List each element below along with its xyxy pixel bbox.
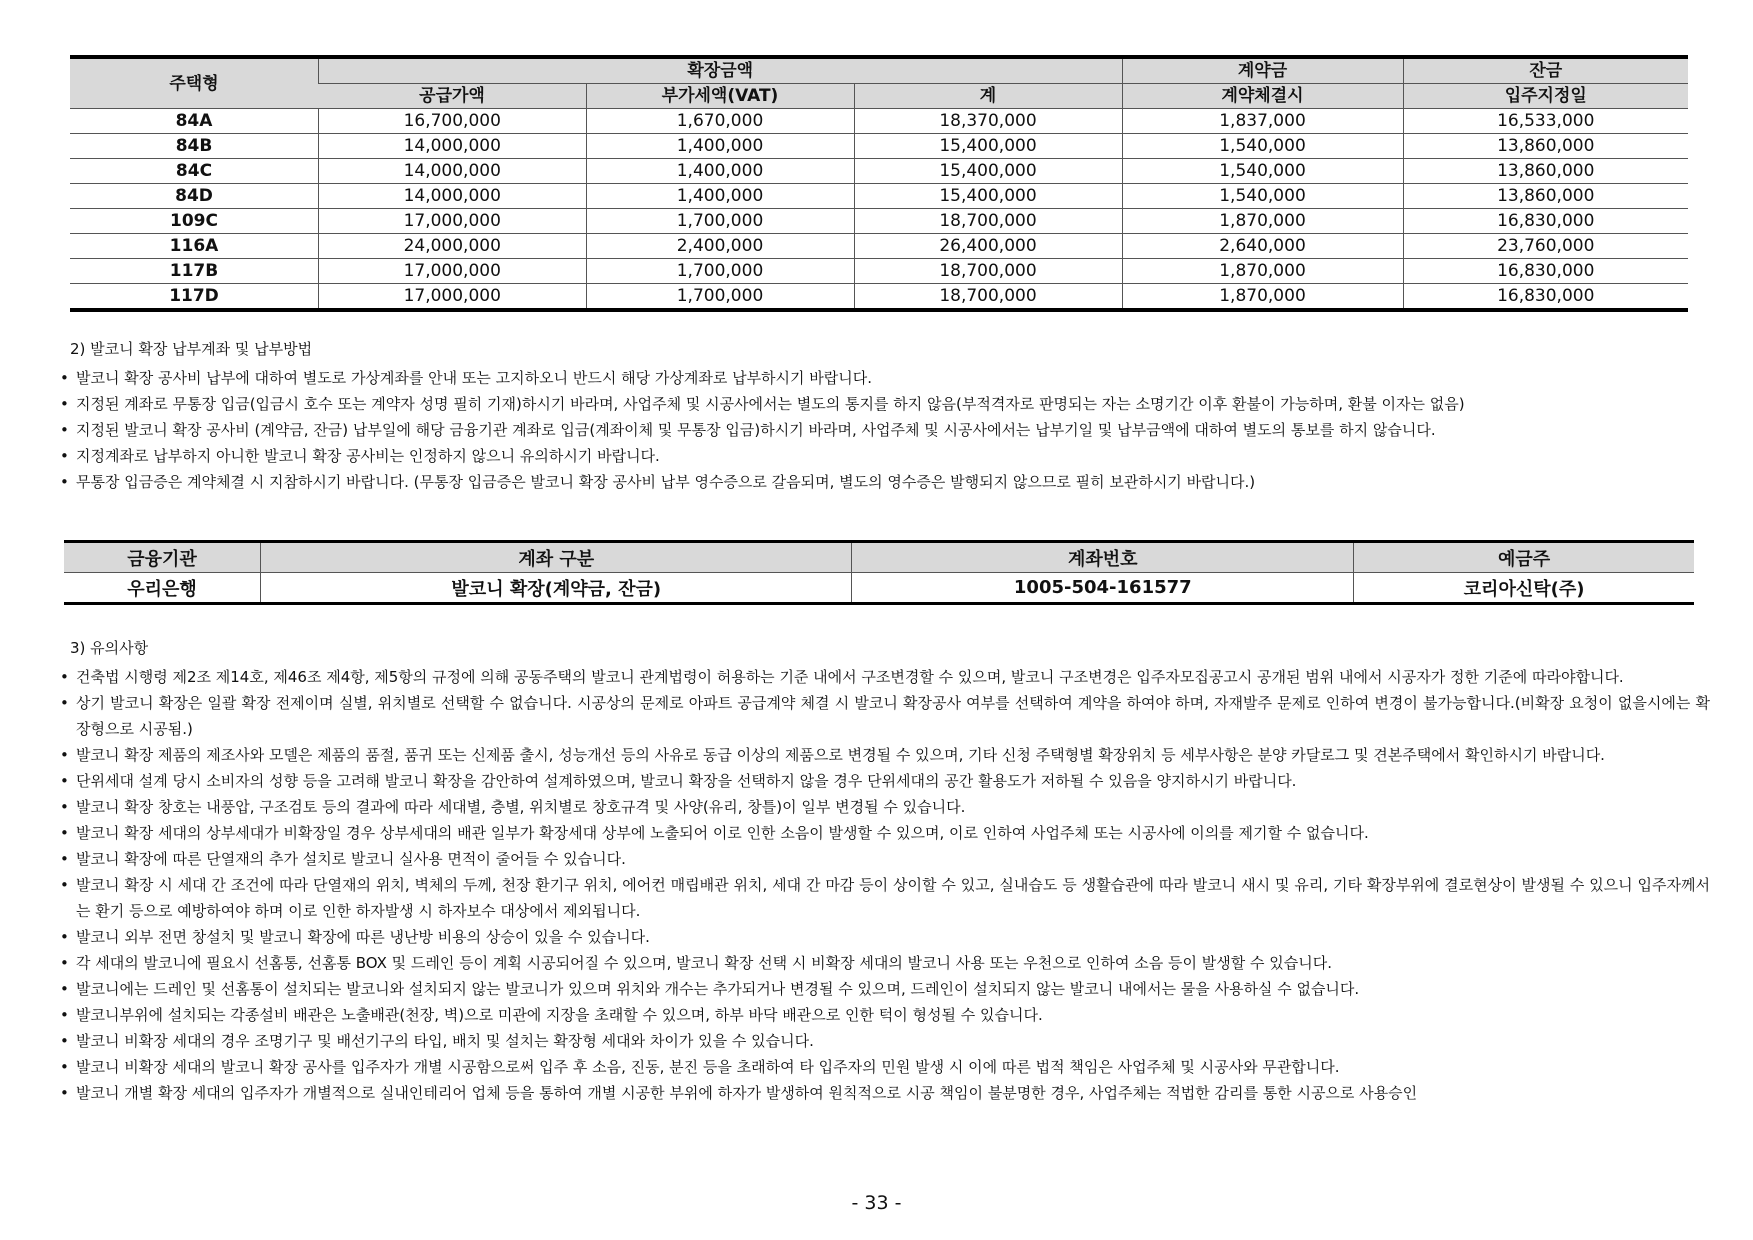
list-item-text: 발코니 확장 창호는 내풍압, 구조검토 등의 결과에 따라 세대별, 층별, 위치별로 창호규격 및 사양(유리, 창틀)이 일부 변경될 수 있습니다.	[76, 798, 966, 816]
amount-cell: 1,837,000	[1122, 109, 1403, 134]
list-item-text: 단위세대 설계 당시 소비자의 성향 등을 고려해 발코니 확장을 감안하여 설계하였으며, 발코니 확장을 선택하지 않을 경우 단위세대의 공간 활용도가 저하될 수 있음을 양지하시기 바랍니다.	[76, 772, 1297, 790]
amount-cell: 16,830,000	[1403, 209, 1688, 234]
bullet-icon: •	[60, 473, 69, 491]
amount-cell: 18,700,000	[854, 284, 1122, 311]
unit-type-cell: 117B	[70, 259, 319, 284]
list-item	[60, 976, 1710, 1002]
bullet-icon: •	[60, 876, 69, 894]
amount-cell: 1,700,000	[586, 284, 854, 311]
amount-cell: 1,400,000	[586, 159, 854, 184]
bullet-icon: •	[60, 668, 69, 686]
amount-cell: 18,700,000	[854, 259, 1122, 284]
bank-table-cell: 발코니 확장(계약금, 잔금)	[261, 573, 852, 604]
list-item	[60, 365, 1710, 391]
amount-cell: 1,870,000	[1122, 209, 1403, 234]
amount-cell: 1,700,000	[586, 209, 854, 234]
bank-table-header: 계좌번호	[852, 542, 1354, 573]
header-deposit-when: 계약체결시	[1122, 84, 1403, 109]
list-item-text: 지정계좌로 납부하지 아니한 발코니 확장 공사비는 인정하지 않으니 유의하시기 바랍니다.	[76, 447, 660, 465]
list-item	[60, 469, 1710, 495]
amount-cell: 16,700,000	[319, 109, 587, 134]
bullet-icon: •	[60, 1032, 69, 1050]
amount-cell: 1,400,000	[586, 184, 854, 209]
section3-bullet-list	[60, 664, 1710, 1106]
unit-type-cell: 84B	[70, 134, 319, 159]
bullet-icon: •	[60, 746, 69, 764]
bullet-icon: •	[60, 928, 69, 946]
bullet-icon: •	[60, 369, 69, 387]
list-item-text: 발코니 비확장 세대의 경우 조명기구 및 배선기구의 타입, 배치 및 설치는 확장형 세대와 차이가 있을 수 있습니다.	[76, 1032, 814, 1050]
section2-title: 2) 발코니 확장 납부계좌 및 납부방법	[70, 340, 313, 358]
bullet-icon: •	[60, 798, 69, 816]
list-item	[60, 1080, 1710, 1106]
amount-cell: 24,000,000	[319, 234, 587, 259]
bullet-icon: •	[60, 1058, 69, 1076]
list-item-text: 무통장 입금증은 계약체결 시 지참하시기 바랍니다. (무통장 입금증은 발코니 확장 공사비 납부 영수증으로 갈음되며, 별도의 영수증은 발행되지 않으므로 필히 보관하시기 바랍니다.)	[76, 473, 1256, 491]
bank-account-table	[64, 540, 1694, 605]
list-item	[60, 742, 1710, 768]
expansion-price-table	[70, 55, 1688, 312]
amount-cell: 23,760,000	[1403, 234, 1688, 259]
list-item	[60, 872, 1710, 924]
table-row	[70, 209, 1688, 234]
table-row	[70, 159, 1688, 184]
header-balance-when: 입주지정일	[1403, 84, 1688, 109]
amount-cell: 14,000,000	[319, 184, 587, 209]
bullet-icon: •	[60, 694, 69, 712]
amount-cell: 13,860,000	[1403, 134, 1688, 159]
list-item	[60, 391, 1710, 417]
unit-type-cell: 117D	[70, 284, 319, 311]
amount-cell: 1,670,000	[586, 109, 854, 134]
header-vat: 부가세액(VAT)	[586, 84, 854, 109]
amount-cell: 14,000,000	[319, 134, 587, 159]
list-item	[60, 950, 1710, 976]
amount-cell: 15,400,000	[854, 159, 1122, 184]
list-item-text: 발코니 확장 제품의 제조사와 모델은 제품의 품절, 품귀 또는 신제품 출시, 성능개선 등의 사유로 동급 이상의 제품으로 변경될 수 있으며, 기타 신청 주택형별 확장위치 등 세부사항은 분양 카달로그 및 견본주택에서 확인하시기 바랍니다.	[76, 746, 1605, 764]
header-total: 계	[854, 84, 1122, 109]
amount-cell: 1,400,000	[586, 134, 854, 159]
amount-cell: 18,700,000	[854, 209, 1122, 234]
header-balance: 잔금	[1403, 57, 1688, 84]
amount-cell: 1,870,000	[1122, 284, 1403, 311]
list-item	[60, 417, 1710, 443]
amount-cell: 15,400,000	[854, 184, 1122, 209]
list-item-text: 상기 발코니 확장은 일괄 확장 전제이며 실별, 위치별로 선택할 수 없습니다. 시공상의 문제로 아파트 공급계약 체결 시 발코니 확장공사 여부를 선택하여 계약을 하여야 하며, 자재발주 문제로 인하여 변경이 불가능합니다.(비확장 요청이 없을시에는 확장형으로 시공됨.)	[76, 694, 1710, 738]
list-item	[60, 1054, 1710, 1080]
bank-table-header-row	[64, 542, 1694, 573]
list-item-text: 발코니 비확장 세대의 발코니 확장 공사를 입주자가 개별 시공함으로써 입주 후 소음, 진동, 분진 등을 초래하여 타 입주자의 민원 발생 시 이에 따른 법적 책임은 사업주체 및 시공사와 무관합니다.	[76, 1058, 1340, 1076]
bullet-icon: •	[60, 1006, 69, 1024]
amount-cell: 17,000,000	[319, 209, 587, 234]
bank-table-cell: 1005-504-161577	[852, 573, 1354, 604]
price-table-body	[70, 109, 1688, 311]
list-item	[60, 846, 1710, 872]
section2-bullet-list	[60, 365, 1710, 495]
bullet-icon: •	[60, 447, 69, 465]
list-item	[60, 820, 1710, 846]
unit-type-cell: 84A	[70, 109, 319, 134]
list-item-text: 발코니 확장 세대의 상부세대가 비확장일 경우 상부세대의 배관 일부가 확장세대 상부에 노출되어 이로 인한 소음이 발생할 수 있으며, 이로 인하여 사업주체 또는 시공사에 이의를 제기할 수 없습니다.	[76, 824, 1369, 842]
unit-type-cell: 109C	[70, 209, 319, 234]
amount-cell: 13,860,000	[1403, 184, 1688, 209]
list-item	[60, 794, 1710, 820]
list-item-text: 지정된 계좌로 무통장 입금(입금시 호수 또는 계약자 성명 필히 기재)하시기 바라며, 사업주체 및 시공사에서는 별도의 통지를 하지 않음(부적격자로 판명되는 자는 소명기간 이후 환불이 가능하며, 환불 이자는 없음)	[76, 395, 1465, 413]
amount-cell: 16,830,000	[1403, 259, 1688, 284]
list-item-text: 발코니 확장 공사비 납부에 대하여 별도로 가상계좌를 안내 또는 고지하오니 반드시 해당 가상계좌로 납부하시기 바랍니다.	[76, 369, 873, 387]
table-row	[70, 184, 1688, 209]
amount-cell: 17,000,000	[319, 284, 587, 311]
amount-cell: 17,000,000	[319, 259, 587, 284]
table-row	[70, 284, 1688, 311]
amount-cell: 2,640,000	[1122, 234, 1403, 259]
amount-cell: 18,370,000	[854, 109, 1122, 134]
bank-table-cell: 우리은행	[64, 573, 261, 604]
list-item-text: 건축법 시행령 제2조 제14호, 제46조 제4항, 제5항의 규정에 의해 공동주택의 발코니 관계법령이 허용하는 기준 내에서 구조변경할 수 있으며, 발코니 구조변경은 입주자모집공고시 공개된 범위 내에서 시공자가 정한 기준에 따라야합니다.	[76, 668, 1624, 686]
unit-type-cell: 84D	[70, 184, 319, 209]
amount-cell: 14,000,000	[319, 159, 587, 184]
table-row	[64, 573, 1694, 604]
list-item-text: 지정된 발코니 확장 공사비 (계약금, 잔금) 납부일에 해당 금융기관 계좌로 입금(계좌이체 및 무통장 입금)하시기 바라며, 사업주체 및 시공사에서는 납부기일 및 납부금액에 대하여 별도의 통보를 하지 않습니다.	[76, 421, 1436, 439]
bullet-icon: •	[60, 772, 69, 790]
list-item	[60, 768, 1710, 794]
amount-cell: 1,540,000	[1122, 184, 1403, 209]
header-deposit: 계약금	[1122, 57, 1403, 84]
unit-type-cell: 84C	[70, 159, 319, 184]
section3-title: 3) 유의사항	[70, 639, 149, 657]
bullet-icon: •	[60, 395, 69, 413]
list-item-text: 발코니에는 드레인 및 선홈통이 설치되는 발코니와 설치되지 않는 발코니가 있으며 위치와 개수는 추가되거나 변경될 수 있으며, 드레인이 설치되지 않는 발코니 내에서는 물을 사용하실 수 없습니다.	[76, 980, 1360, 998]
list-item-text: 각 세대의 발코니에 필요시 선홈통, 선홈통 BOX 및 드레인 등이 계획 시공되어질 수 있으며, 발코니 확장 선택 시 비확장 세대의 발코니 사용 또는 우천으로 인하여 소음 등이 발생할 수 있습니다.	[76, 954, 1332, 972]
bullet-icon: •	[60, 1084, 69, 1102]
amount-cell: 1,540,000	[1122, 159, 1403, 184]
table-row	[70, 109, 1688, 134]
list-item	[60, 924, 1710, 950]
header-supply: 공급가액	[319, 84, 587, 109]
bank-table-cell: 코리아신탁(주)	[1354, 573, 1694, 604]
list-item	[60, 690, 1710, 742]
amount-cell: 1,870,000	[1122, 259, 1403, 284]
list-item	[60, 1002, 1710, 1028]
amount-cell: 15,400,000	[854, 134, 1122, 159]
amount-cell: 2,400,000	[586, 234, 854, 259]
bullet-icon: •	[60, 421, 69, 439]
bullet-icon: •	[60, 850, 69, 868]
list-item-text: 발코니 확장 시 세대 간 조건에 따라 단열재의 위치, 벽체의 두께, 천장 환기구 위치, 에어컨 매립배관 위치, 세대 간 마감 등이 상이할 수 있고, 실내습도 등 생활습관에 따라 발코니 새시 및 유리, 기타 확장부위에 결로현상이 발생될 수 있으니 입주자께서는 환기 등으로 예방하여야 하며 이로 인한 하자발생 시 하자보수 대상에서 제외됩니다.	[76, 876, 1710, 920]
table-row	[70, 259, 1688, 284]
page-number: - 33 -	[851, 1192, 902, 1214]
bullet-icon: •	[60, 980, 69, 998]
bank-table-header: 금융기관	[64, 542, 261, 573]
amount-cell: 1,540,000	[1122, 134, 1403, 159]
bullet-icon: •	[60, 954, 69, 972]
amount-cell: 13,860,000	[1403, 159, 1688, 184]
header-expansion-amount: 확장금액	[319, 57, 1123, 84]
list-item-text: 발코니 개별 확장 세대의 입주자가 개별적으로 실내인테리어 업체 등을 통하여 개별 시공한 부위에 하자가 발생하여 원칙적으로 시공 책임이 불분명한 경우, 사업주체는 적법한 감리를 통한 시공으로 사용승인	[76, 1084, 1418, 1102]
amount-cell: 1,700,000	[586, 259, 854, 284]
amount-cell: 16,533,000	[1403, 109, 1688, 134]
unit-type-cell: 116A	[70, 234, 319, 259]
list-item-text: 발코니 확장에 따른 단열재의 추가 설치로 발코니 실사용 면적이 줄어들 수 있습니다.	[76, 850, 626, 868]
amount-cell: 16,830,000	[1403, 284, 1688, 311]
list-item-text: 발코니부위에 설치되는 각종설비 배관은 노출배관(천장, 벽)으로 미관에 지장을 초래할 수 있으며, 하부 바닥 배관으로 인한 턱이 형성될 수 있습니다.	[76, 1006, 1043, 1024]
table-row	[70, 234, 1688, 259]
bank-table-header: 예금주	[1354, 542, 1694, 573]
table-row	[70, 134, 1688, 159]
bank-table-header: 계좌 구분	[261, 542, 852, 573]
amount-cell: 26,400,000	[854, 234, 1122, 259]
bullet-icon: •	[60, 824, 69, 842]
list-item	[60, 1028, 1710, 1054]
list-item-text: 발코니 외부 전면 창설치 및 발코니 확장에 따른 냉난방 비용의 상승이 있을 수 있습니다.	[76, 928, 650, 946]
list-item	[60, 443, 1710, 469]
header-type: 주택형	[70, 57, 319, 109]
list-item	[60, 664, 1710, 690]
